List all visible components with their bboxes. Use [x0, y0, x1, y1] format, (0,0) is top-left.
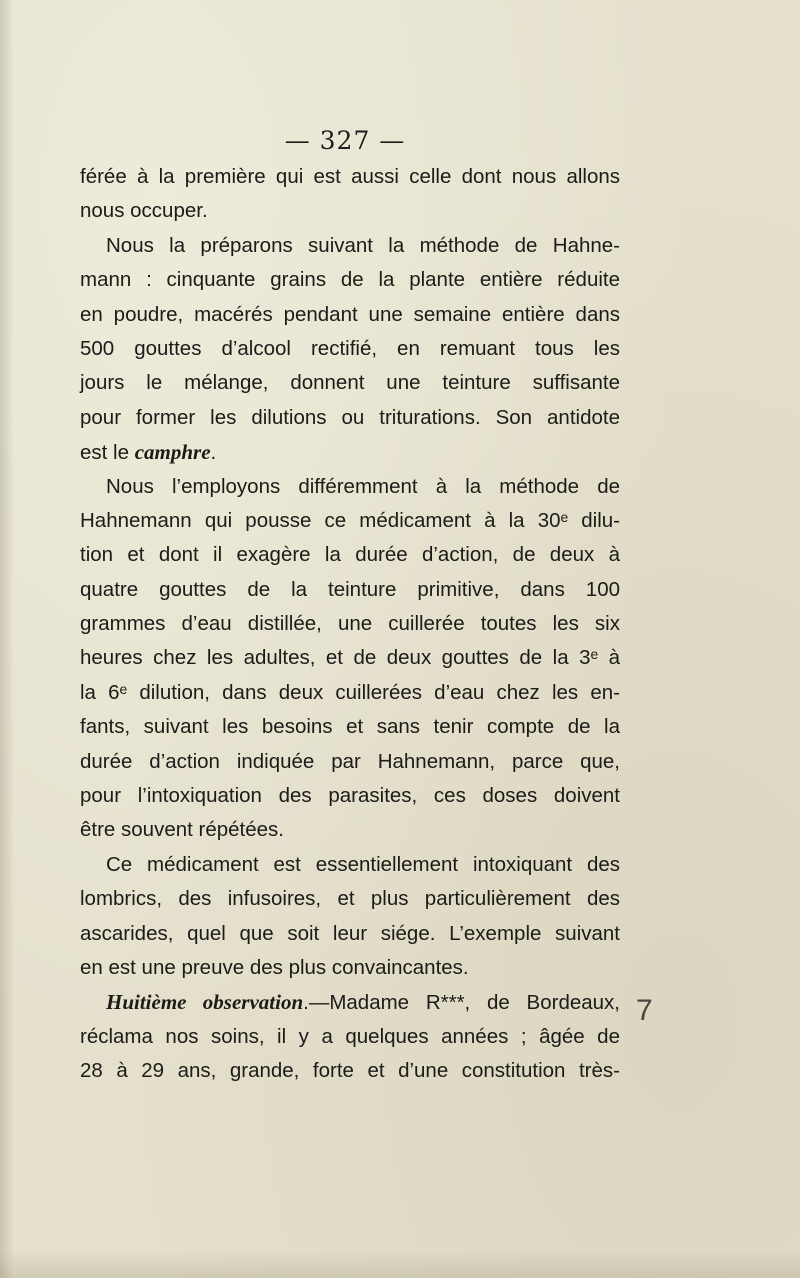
text-line: la 6ᵉ dilution, dans deux cuillerées d’eau chez les en- — [80, 680, 620, 704]
text-line: est le camphre. — [80, 440, 217, 465]
page-bottom-edge — [0, 1250, 800, 1278]
text-line: férée à la première qui est aussi celle dont nous allons — [80, 165, 620, 188]
text-line: lombrics, des infusoires, et plus particulièrement des — [80, 887, 620, 911]
text-line: Hahnemann qui pousse ce médicament à la 30ᵉ dilu- — [80, 508, 620, 532]
text-line: Nous la préparons suivant la méthode de Hahne- — [106, 233, 620, 257]
text-line: ascarides, quel que soit leur siége. L’exemple suivant — [80, 921, 620, 945]
text-line: grammes d’eau distillée, une cuillerée toutes les six — [80, 612, 620, 636]
handwritten-margin-mark: 7 — [636, 994, 653, 1027]
text-line: tion et dont il exagère la durée d’action, de deux à — [80, 543, 620, 567]
text-line: en poudre, macérés pendant une semaine entière dans — [80, 302, 620, 326]
text-line: nous occuper. — [80, 199, 208, 223]
text-line: fants, suivant les besoins et sans tenir compte de la — [80, 715, 620, 739]
text-line: réclama nos soins, il y a quelques années ; âgée de — [80, 1024, 620, 1048]
emphasis-camphre: camphre — [134, 440, 211, 465]
page-number: — 327 — — [284, 126, 406, 155]
text-line: 500 gouttes d’alcool rectifié, en remuant tous les — [80, 336, 620, 360]
text-line: 28 à 29 ans, grande, forte et d’une constitution très- — [80, 1059, 620, 1083]
text-line: Nous l’employons différemment à la méthode de — [106, 474, 620, 498]
body-text — [80, 160, 620, 1089]
text-line: durée d’action indiquée par Hahnemann, parce que, — [80, 749, 620, 773]
text-line: jours le mélange, donnent une teinture suffisante — [80, 371, 620, 395]
text-line: Huitième observation.—Madame R***, de Bordeaux, — [106, 990, 620, 1015]
text-line: quatre gouttes de la teinture primitive, dans 100 — [80, 577, 620, 601]
text-line: pour l’intoxiquation des parasites, ces doses doivent — [80, 784, 620, 808]
text-line: Ce médicament est essentiellement intoxiquant des — [106, 852, 620, 876]
text-line: en est une preuve des plus convaincantes. — [80, 955, 469, 979]
text-line: être souvent répétées. — [80, 818, 284, 842]
page-binding-shadow — [0, 0, 14, 1278]
emphasis-observation-title: Huitième observation — [106, 990, 304, 1015]
text-line: pour former les dilutions ou triturations. Son antidote — [80, 405, 620, 429]
text-line: mann : cinquante grains de la plante entière réduite — [80, 268, 620, 292]
text-line: heures chez les adultes, et de deux gouttes de la 3ᵉ à — [80, 646, 620, 670]
